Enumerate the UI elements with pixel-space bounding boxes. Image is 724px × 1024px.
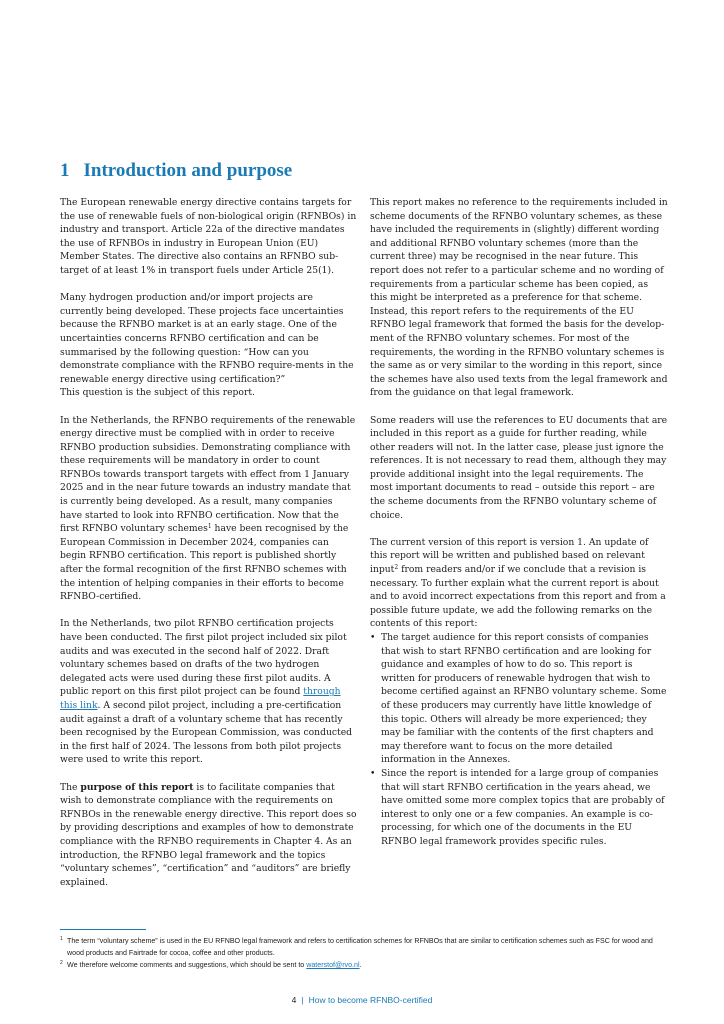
page-footer (0, 995, 724, 1005)
purpose-emphasis: purpose of this report (80, 781, 194, 793)
paragraph: The European renewable energy directive contains targets for the use of renewable fuels of non-biological origin (RFNBOs) in industry and transport. Article 22a of the directive mandates the use of RFNBOs in industry in European Union (EU) Member States. The directive also contains an RFNBO sub-target of at least 1% in transport fuels under Article 25(1). (60, 197, 357, 276)
paragraph: This question is the subject of this report. (60, 387, 255, 399)
footnote-2: 2 We therefore welcome comments and suggestions, which should be sent to waterstof@rvo.nl. (60, 959, 670, 971)
email-link[interactable]: waterstof@rvo.nl (306, 961, 360, 969)
right-column (370, 196, 668, 849)
left-column (60, 196, 357, 903)
section-number: 1 (60, 160, 70, 181)
paragraph: Some readers will use the references to EU documents that are included in this report as a guide for further reading, while other readers will not. In the latter case, please just ignore the references. It is not necessary to read them, although they may provide additional insight into the legal requirements. The most important documents to read – outside this report – are the scheme documents from the RFNBO voluntary scheme of choice. (370, 414, 668, 521)
paragraph: This report makes no reference to the requirements included in scheme documents of the RFNBO voluntary schemes, as these have included the requirements in (slightly) different wording and additional RFNBO voluntary schemes (more than the current three) may be recognised in the near future. This report does not refer to a particular scheme and no wording of requirements from a particular scheme has been copied, as this might be interpreted as a preference for that scheme. Instead, this report refers to the requirements of the EU RFNBO legal framework that formed the basis for the develop-ment of the RFNBO voluntary schemes. For most of the requirements, the wording in the RFNBO voluntary schemes is the same as or very similar to the wording in this report, since the schemes have also used texts from the legal framework and from the guidance on that legal framework. (370, 197, 668, 399)
list-item: • The target audience for this report consists of companies that wish to start RFNBO certification and are looking for guidance and examples of how to do so. This report is written for producers of renewable hydrogen that wish to become certified against an RFNBO voluntary scheme. Some of these producers may currently have little knowledge of this topic. Others will already be more experienced; they may be familiar with the contents of the first chapters and may therefore want to focus on the more detailed information in the Annexes. (370, 631, 668, 767)
list-item: • Since the report is intended for a large group of companies that will start RFNBO certification in the years ahead, we have omitted some more complex topics that are probably of interest to only one or a few companies. An example is co-processing, for which one of the documents in the EU RFNBO legal framework provides specific rules. (370, 767, 668, 849)
paragraph: In the Netherlands, two pilot RFNBO certification projects have been conducted. The first pilot project included six pilot audits and was executed in the second half of 2022. Draft voluntary schemes based on drafts of the two hydrogen delegated acts were used during these first pilot audits. A public report on this first pilot project can be found through this link. A second pilot project, including a pre-certification audit against a draft of a voluntary scheme that has recently been recognised by the European Commission, was conducted in the first half of 2024. The lessons from both pilot projects were used to write this report. (60, 618, 353, 766)
pilot-report-link[interactable]: through this link (60, 686, 341, 711)
footnotes (60, 935, 670, 971)
paragraph: Many hydrogen production and/or import projects are currently being developed. These projects face uncertainties because the RFNBO market is at an early stage. One of the uncertainties concerns RFNBO certification and can be summarised by the following question: “How can you demonstrate compliance with the RFNBO require-ments in the renewable energy directive using certification?” (60, 292, 354, 385)
remarks-list (370, 631, 668, 849)
footnote-ref[interactable]: 2 (394, 564, 399, 572)
footer-separator: | (301, 995, 304, 1005)
document-title: How to become RFNBO-certified (308, 995, 433, 1005)
paragraph: The purpose of this report is to facilitate companies that wish to demonstrate compliance with the requirements on RFNBOs in the renewable energy directive. This report does so by providing descriptions and examples of how to demonstrate compliance with the RFNBO requirements in Chapter 4. As an introduction, the RFNBO legal framework and the topics “voluntary schemes”, “certification” and “auditors” are briefly explained. (60, 781, 357, 888)
paragraph: The current version of this report is version 1. An update of this report will be written and published based on relevant input$^2$ from readers and/or if we conclude that a revision is necessary. To further explain what the current report is about and to avoid incorrect expectations from this report and from a possible future update, we add the following remarks on the contents of this report: (370, 536, 666, 630)
footnote-divider (60, 929, 146, 930)
page-number: 4 (291, 995, 297, 1005)
paragraph: In the Netherlands, the RFNBO requirements of the renewable energy directive must be complied with in order to receive RFNBO production subsidies. Demonstrating compliance with these requirements will be mandatory in order to count RFNBOs towards transport targets with effect from 1 January 2025 and in the near future towards an industry mandate that is currently being developed. As a result, many companies have started to look into RFNBO certification. Now that the first RFNBO voluntary schemes$^1$ have been recognised by the European Commission in December 2024, companies can begin RFNBO certification. This report is published shortly after the formal recognition of the first RFNBO schemes with the intention of helping companies in their efforts to become RFNBO-certified. (60, 414, 356, 603)
footnote-ref[interactable]: 1 (207, 523, 212, 531)
footnote-mark: 2 (60, 960, 63, 966)
section-heading (60, 160, 292, 182)
footnote-mark: 1 (60, 936, 63, 942)
footnote-1: 1 The term “voluntary scheme” is used in the EU RFNBO legal framework and refers to certification schemes for RFNBOs that are similar to certification schemes such as FSC for wood and wood products and Fairtrade for cocoa, coffee and other products. (60, 935, 670, 959)
section-title: Introduction and purpose (83, 160, 293, 181)
